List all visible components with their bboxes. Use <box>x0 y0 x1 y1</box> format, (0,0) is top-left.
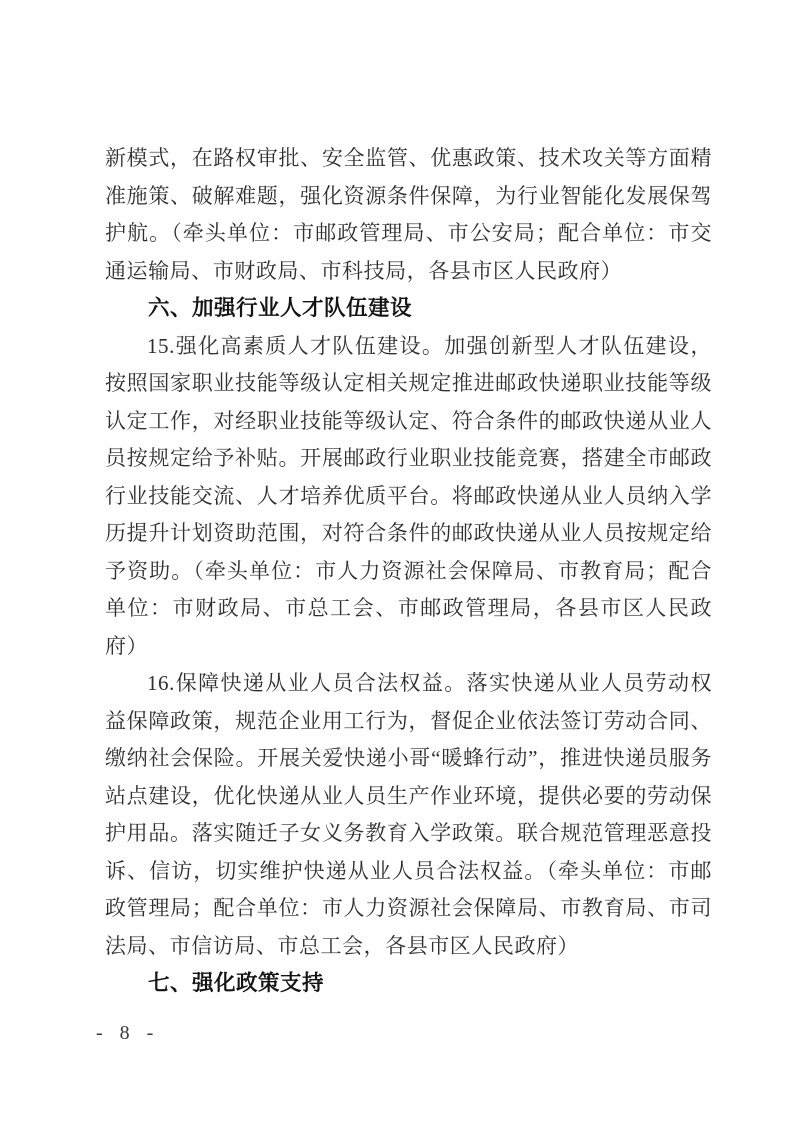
section-heading-7: 七、强化政策支持 <box>148 971 325 995</box>
paragraph-16: 16.保障快递从业人员合法权益。落实快递从业人员劳动权益保障政策，规范企业用工行为，督促企业依法签订劳动合同、缴纳社会保险。开展关爱快递小哥“暖蜂行动”，推进快递员服务站点建设，优化快递从业人员生产作业环境，提供必要的劳动保护用品。落实随迁子女义务教育入学政策。联合规范管理恶意投诉、信访，切实维护快递从业人员合法权益。（牵头单位：市邮政管理局；配合单位：市人力资源社会保障局、市教育局、市司法局、市信访局、市总工会，各县市区人民政府） <box>105 671 712 958</box>
section-heading-6: 六、加强行业人才队伍建设 <box>148 296 413 320</box>
paragraph-15: 15.强化高素质人才队伍建设。加强创新型人才队伍建设，按照国家职业技能等级认定相关规定推进邮政快递职业技能等级认定工作，对经职业技能等级认定、符合条件的邮政快递从业人员按规定给予补贴。开展邮政行业职业技能竞赛，搭建全市邮政行业技能交流、人才培养优质平台。将邮政快递从业人员纳入学历提升计划资助范围，对符合条件的邮政快递从业人员按规定给予资助。（牵头单位：市人力资源社会保障局、市教育局；配合单位：市财政局、市总工会、市邮政管理局，各县市区人民政府） <box>105 333 712 658</box>
page-number: - 8 - <box>96 1022 160 1044</box>
document-body <box>105 140 712 1003</box>
paragraph-14-continuation: 新模式，在路权审批、安全监管、优惠政策、技术攻关等方面精准施策、破解难题，强化资源条件保障，为行业智能化发展保驾护航。（牵头单位：市邮政管理局、市公安局；配合单位：市交通运输局、市财政局、市科技局，各县市区人民政府） <box>105 146 712 283</box>
